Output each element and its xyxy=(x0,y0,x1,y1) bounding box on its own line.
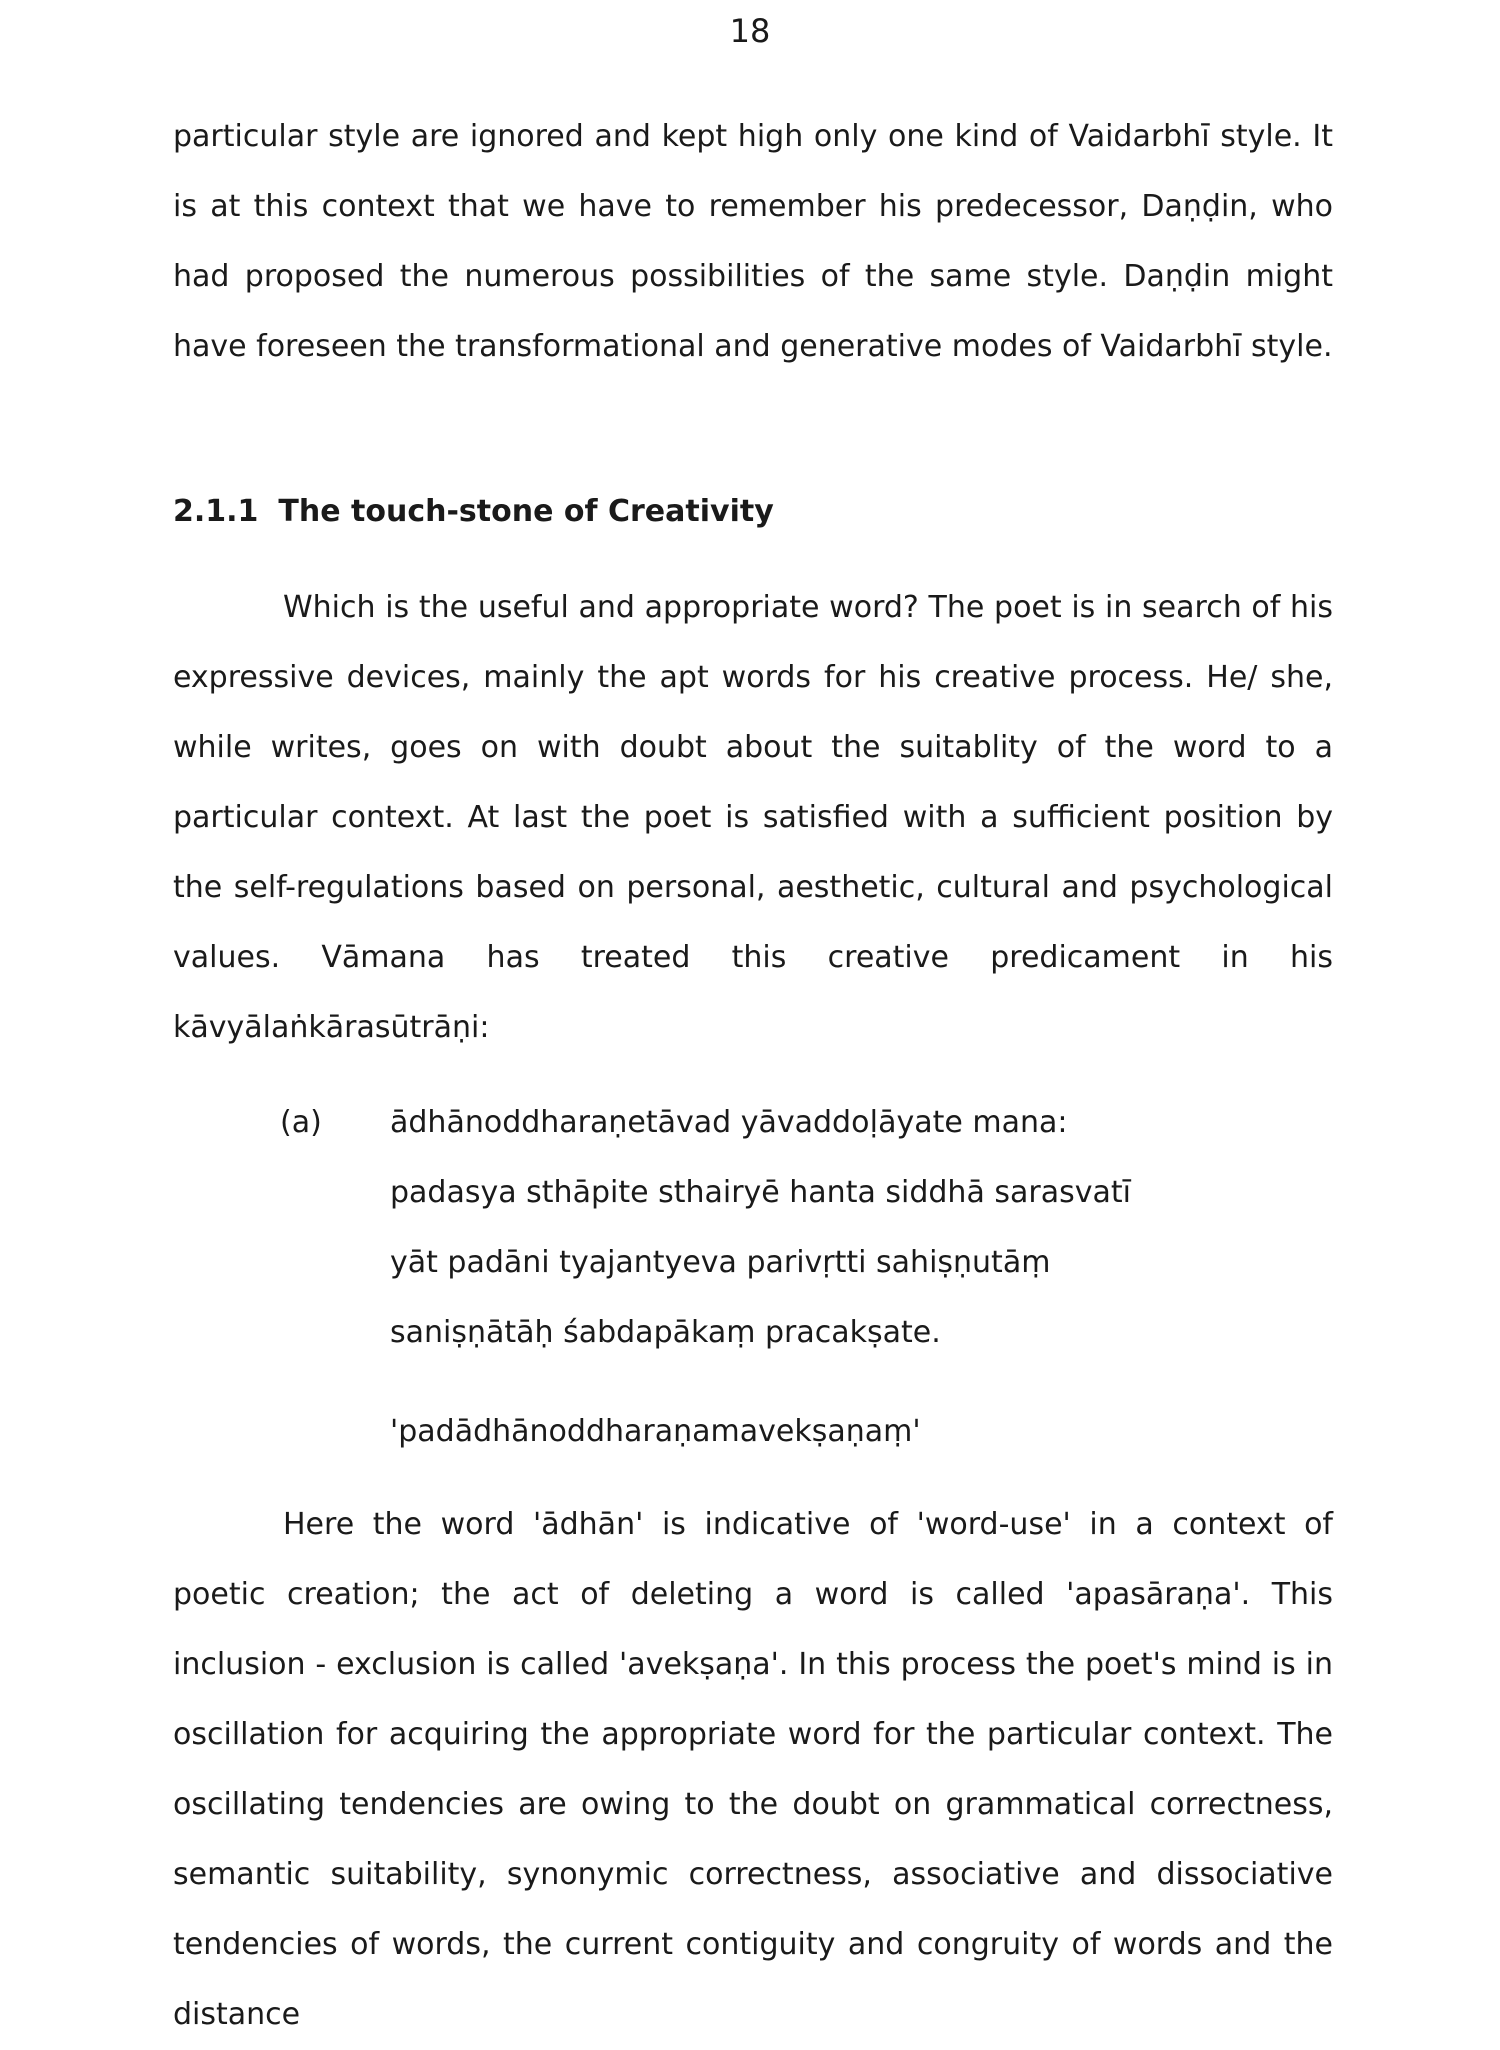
verse-line: yāt padāni tyajantyeva parivṛtti sahiṣṇutāṃ xyxy=(390,1245,1051,1280)
verse-line: saniṣṇātāḥ śabdapākaṃ pracakṣate. xyxy=(390,1315,941,1350)
paragraph-1: particular style are ignored and kept high only one kind of Vaidarbhī style. It is at this context that we have to remember his predecessor, Daṇḍin, who had proposed the numerous possibilities of the same style. Daṇḍin might have foreseen the transformational and generative modes of Vaidarbhī style. xyxy=(173,119,1333,364)
section-title: The touch-stone of Creativity xyxy=(278,494,774,529)
section-number: 2.1.1 xyxy=(173,494,259,529)
sutra-quote: 'padādhānoddharaṇamavekṣaṇaṃ' xyxy=(390,1414,921,1449)
verse-line: padasya sthāpite sthairyē hanta siddhā sarasvatī xyxy=(390,1175,1131,1210)
verse-line: ādhānoddharaṇetāvad yāvaddoḷāyate mana: xyxy=(390,1105,1068,1140)
paragraph-3 xyxy=(173,1490,1333,2050)
section-heading xyxy=(173,490,774,534)
page-number: 18 xyxy=(729,12,771,50)
paragraph-2-text: Which is the useful and appropriate word? The poet is in search of his expressive devices, mainly the apt words for his creative process. He/ she, while writes, goes on with doubt about the suitablity of the word to a particular context. At last the poet is satisfied with a sufficient position by the self-regulations based on personal, aesthetic, cultural and psychological values. Vāmana has treated this creative predicament in his kāvyālaṅkārasūtrāṇi: xyxy=(173,590,1333,1045)
paragraph-2 xyxy=(173,573,1333,1063)
paragraph-3-text: Here the word 'ādhān' is indicative of 'word-use' in a context of poetic creation; the act of deleting a word is called 'apasāraṇa'. This inclusion - exclusion is called 'avekṣaṇa'. In this process the poet's mind is in oscillation for acquiring the appropriate word for the particular context. The oscillating tendencies are owing to the doubt on grammatical correctness, semantic suitability, synonymic correctness, associative and dissociative tendencies of words, the current contiguity and congruity of words and the distance xyxy=(173,1507,1333,2032)
verse-block xyxy=(390,1088,1290,1368)
verse-label: (a) xyxy=(280,1105,322,1140)
